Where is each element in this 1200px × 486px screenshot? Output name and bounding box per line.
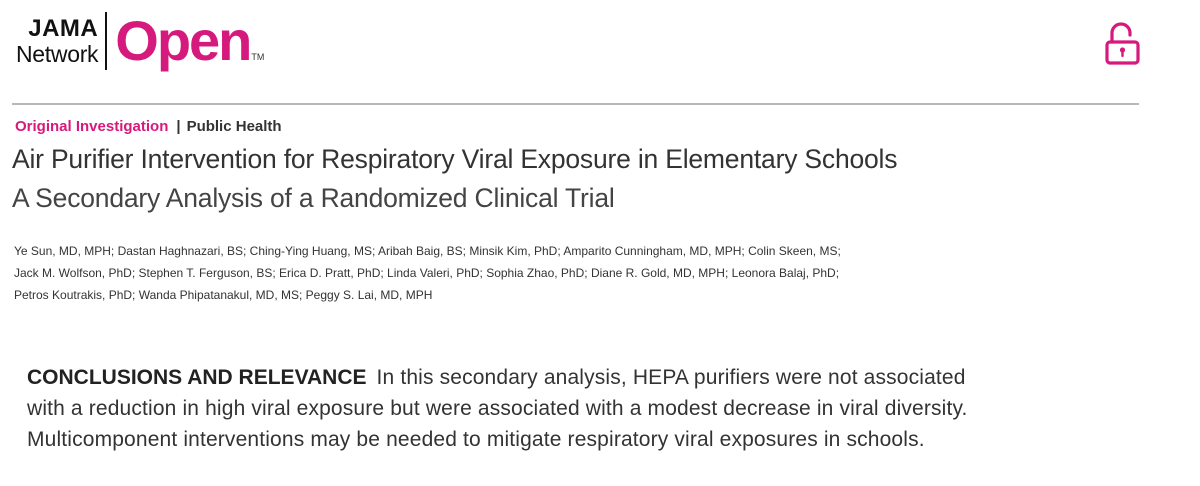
article-category [15,118,282,135]
conclusions-line: Multicomponent interventions may be needed to mitigate respiratory viral exposures in schools. [27,428,925,451]
logo-open-wordmark [115,9,265,72]
article-type-link[interactable]: Original Investigation [15,118,169,135]
category-separator: | [176,118,181,135]
conclusions-section [27,362,1187,455]
author-line: Ye Sun, MD, MPH; Dastan Haghnazari, BS; Ching-Ying Huang, MS; Aribah Baig, BS; Minsik Kim, PhD; Amparito Cunningham, MD, MPH; Colin Skeen, MS; [14,244,841,258]
conclusions-line: with a reduction in high viral exposure but were associated with a modest decrease in viral diversity. [27,397,968,420]
article-topic-link[interactable]: Public Health [186,118,282,135]
logo-network-text: Network [16,40,99,67]
article-title: Air Purifier Intervention for Respiratory Viral Exposure in Elementary Schools [12,144,898,174]
logo-trademark: TM [251,52,265,62]
jama-network-open-logo[interactable] [16,10,264,72]
logo-wordmark-left [16,14,99,67]
conclusions-label: CONCLUSIONS AND RELEVANCE [27,366,367,389]
header-divider [12,103,1139,105]
author-line: Petros Koutrakis, PhD; Wanda Phipatanakul, MD, MS; Peggy S. Lai, MD, MPH [14,288,433,302]
logo-jama-text: JAMA [28,14,99,42]
conclusions-text: In this secondary analysis, HEPA purifiers were not associated [376,366,966,389]
conclusions-line [27,362,1187,393]
unlocked-padlock-icon[interactable] [1104,20,1142,66]
logo-open-text: Open [115,9,251,72]
author-line: Jack M. Wolfson, PhD; Stephen T. Ferguson, BS; Erica D. Pratt, PhD; Linda Valeri, PhD; Sophia Zhao, PhD; Diane R. Gold, MD, MPH; Leonora Balaj, PhD; [14,266,840,280]
article-subtitle: A Secondary Analysis of a Randomized Clinical Trial [12,183,615,213]
logo-divider [105,12,107,70]
author-list [14,240,1134,306]
